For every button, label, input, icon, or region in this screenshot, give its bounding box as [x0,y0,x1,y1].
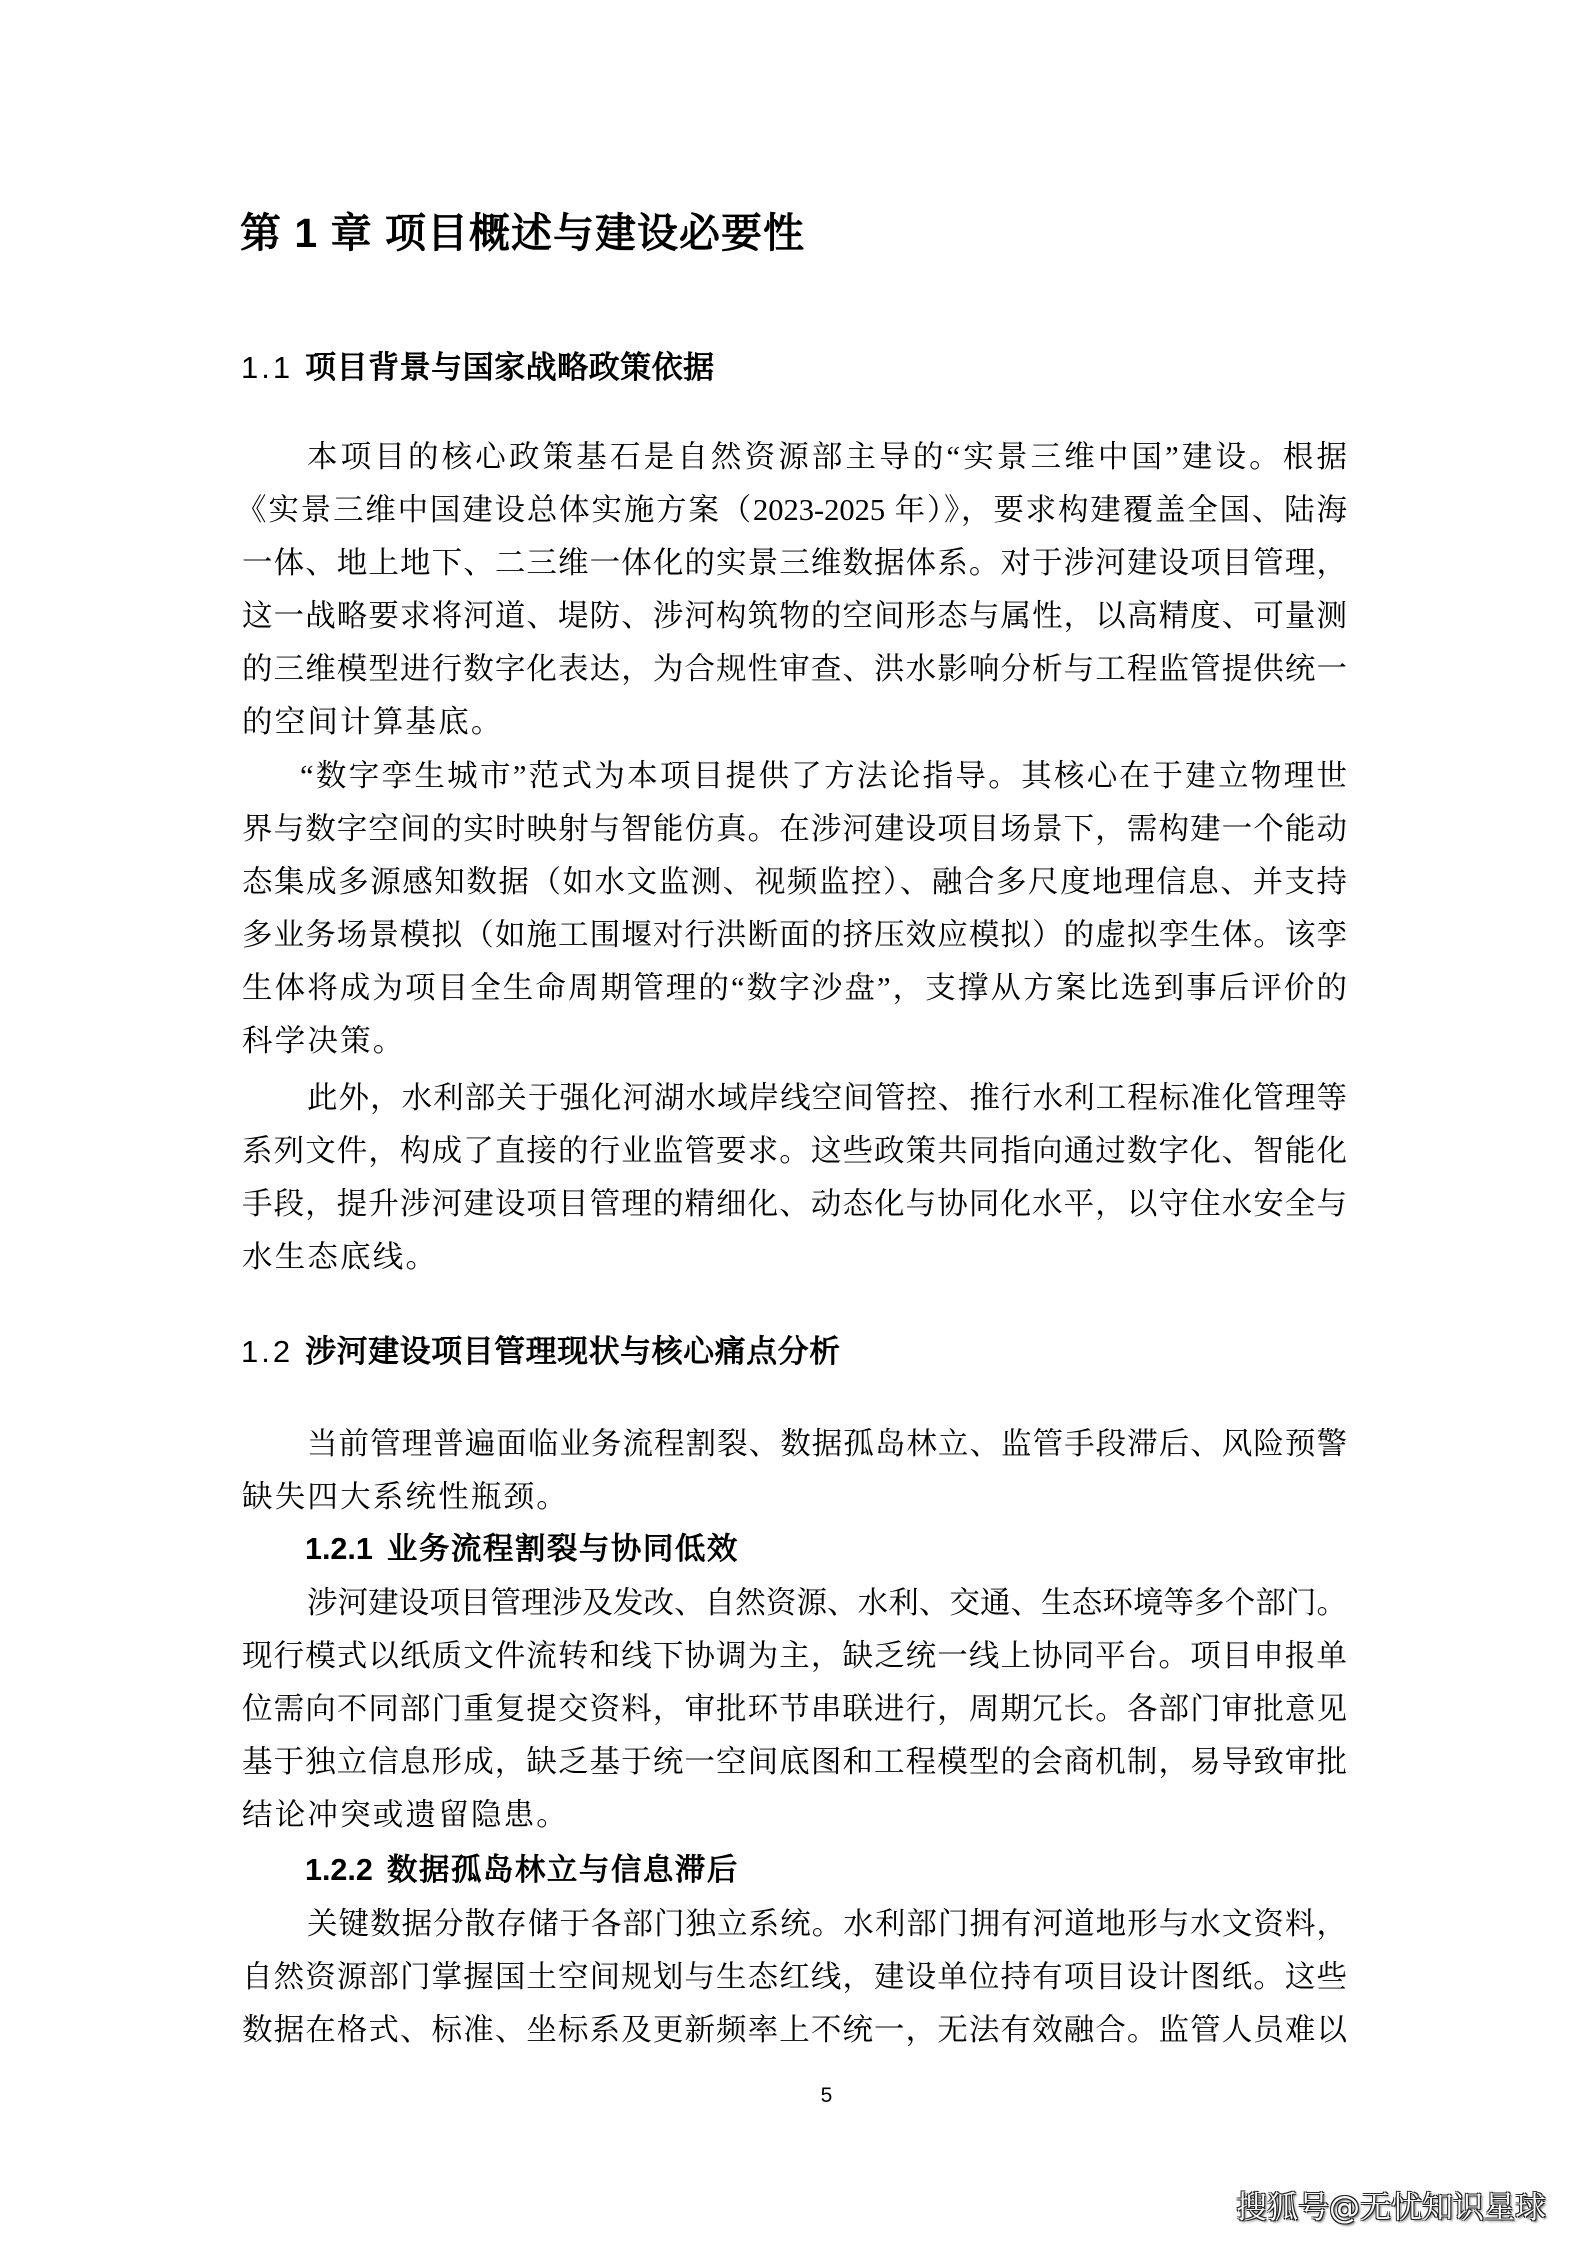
paragraph-line: 本项目的核心政策基石是自然资源部主导的“实景三维中国”建设。根据 [307,440,1347,474]
watermark: 搜狐号@无忧知识星球 [1236,2190,1546,2226]
subsection-title: 数据孤岛林立与信息滞后 [386,1853,739,1887]
section-heading-1-1 [241,346,715,390]
subsection-heading-1-2-1 [305,1527,739,1571]
paragraph-line: 这一战略要求将河道、堤防、涉河构筑物的空间形态与属性，以高精度、可量测 [242,599,1347,633]
subsection-number: 1.2.1 [305,1532,373,1566]
page-number: 5 [820,2084,833,2107]
paragraph-line: 手段，提升涉河建设项目管理的精细化、动态化与协同化水平，以守住水安全与 [242,1187,1347,1221]
paragraph-line: 科学决策。 [242,1024,406,1058]
paragraph-line: 自然资源部门掌握国土空间规划与生态红线，建设单位持有项目设计图纸。这些 [242,1960,1347,1994]
section-number: 1.2 [241,1334,294,1369]
paragraph-line: 的三维模型进行数字化表达，为合规性审查、洪水影响分析与工程监管提供统一 [242,652,1347,686]
paragraph-line: 一体、地上地下、二三维一体化的实景三维数据体系。对于涉河建设项目管理， [242,546,1347,580]
paragraph-line: 关键数据分散存储于各部门独立系统。水利部门拥有河道地形与水文资料， [307,1907,1347,1941]
paragraph-line: 位需向不同部门重复提交资料，审批环节串联进行，周期冗长。各部门审批意见 [242,1692,1347,1726]
paragraph-line: 数据在格式、标准、坐标系及更新频率上不统一，无法有效融合。监管人员难以 [242,2013,1347,2047]
paragraph-line: 现行模式以纸质文件流转和线下协调为主，缺乏统一线上协同平台。项目申报单 [242,1639,1347,1673]
section-title: 项目背景与国家战略政策依据 [305,350,715,385]
section-heading-1-2 [241,1330,841,1374]
paragraph-line: 生体将成为项目全生命周期管理的“数字沙盘”，支撑从方案比选到事后评价的 [242,971,1347,1005]
paragraph-line: 界与数字空间的实时映射与智能仿真。在涉河建设项目场景下，需构建一个能动 [242,812,1347,846]
paragraph-line: 此外，水利部关于强化河湖水域岸线空间管控、推行水利工程标准化管理等 [307,1081,1347,1115]
paragraph-line: 态集成多源感知数据（如水文监测、视频监控）、融合多尺度地理信息、并支持 [242,865,1347,899]
section-title: 涉河建设项目管理现状与核心痛点分析 [305,1334,841,1369]
paragraph-line: 基于独立信息形成，缺乏基于统一空间底图和工程模型的会商机制，易导致审批 [242,1745,1347,1779]
paragraph-line: “数字孪生城市”范式为本项目提供了方法论指导。其核心在于建立物理世 [300,759,1347,793]
paragraph-line: 缺失四大系统性瓶颈。 [242,1480,569,1514]
paragraph-line: 《实景三维中国建设总体实施方案（2023-2025 年）》，要求构建覆盖全国、陆海 [236,493,1347,527]
paragraph-line: 当前管理普遍面临业务流程割裂、数据孤岛林立、监管手段滞后、风险预警 [307,1427,1347,1461]
paragraph-line: 多业务场景模拟（如施工围堰对行洪断面的挤压效应模拟）的虚拟孪生体。该孪 [242,918,1347,952]
paragraph-line: 的空间计算基底。 [242,705,504,739]
paragraph-line: 水生态底线。 [242,1240,439,1274]
section-number: 1.1 [241,350,294,385]
subsection-number: 1.2.2 [305,1853,373,1887]
paragraph-line: 结论冲突或遗留隐患。 [242,1798,569,1832]
subsection-heading-1-2-2 [305,1848,739,1892]
paragraph-line: 涉河建设项目管理涉及发改、自然资源、水利、交通、生态环境等多个部门。 [307,1586,1347,1620]
subsection-title: 业务流程割裂与协同低效 [386,1532,739,1566]
paragraph-line: 系列文件，构成了直接的行业监管要求。这些政策共同指向通过数字化、智能化 [242,1134,1347,1168]
chapter-title: 第 1 章 项目概述与建设必要性 [240,210,805,256]
